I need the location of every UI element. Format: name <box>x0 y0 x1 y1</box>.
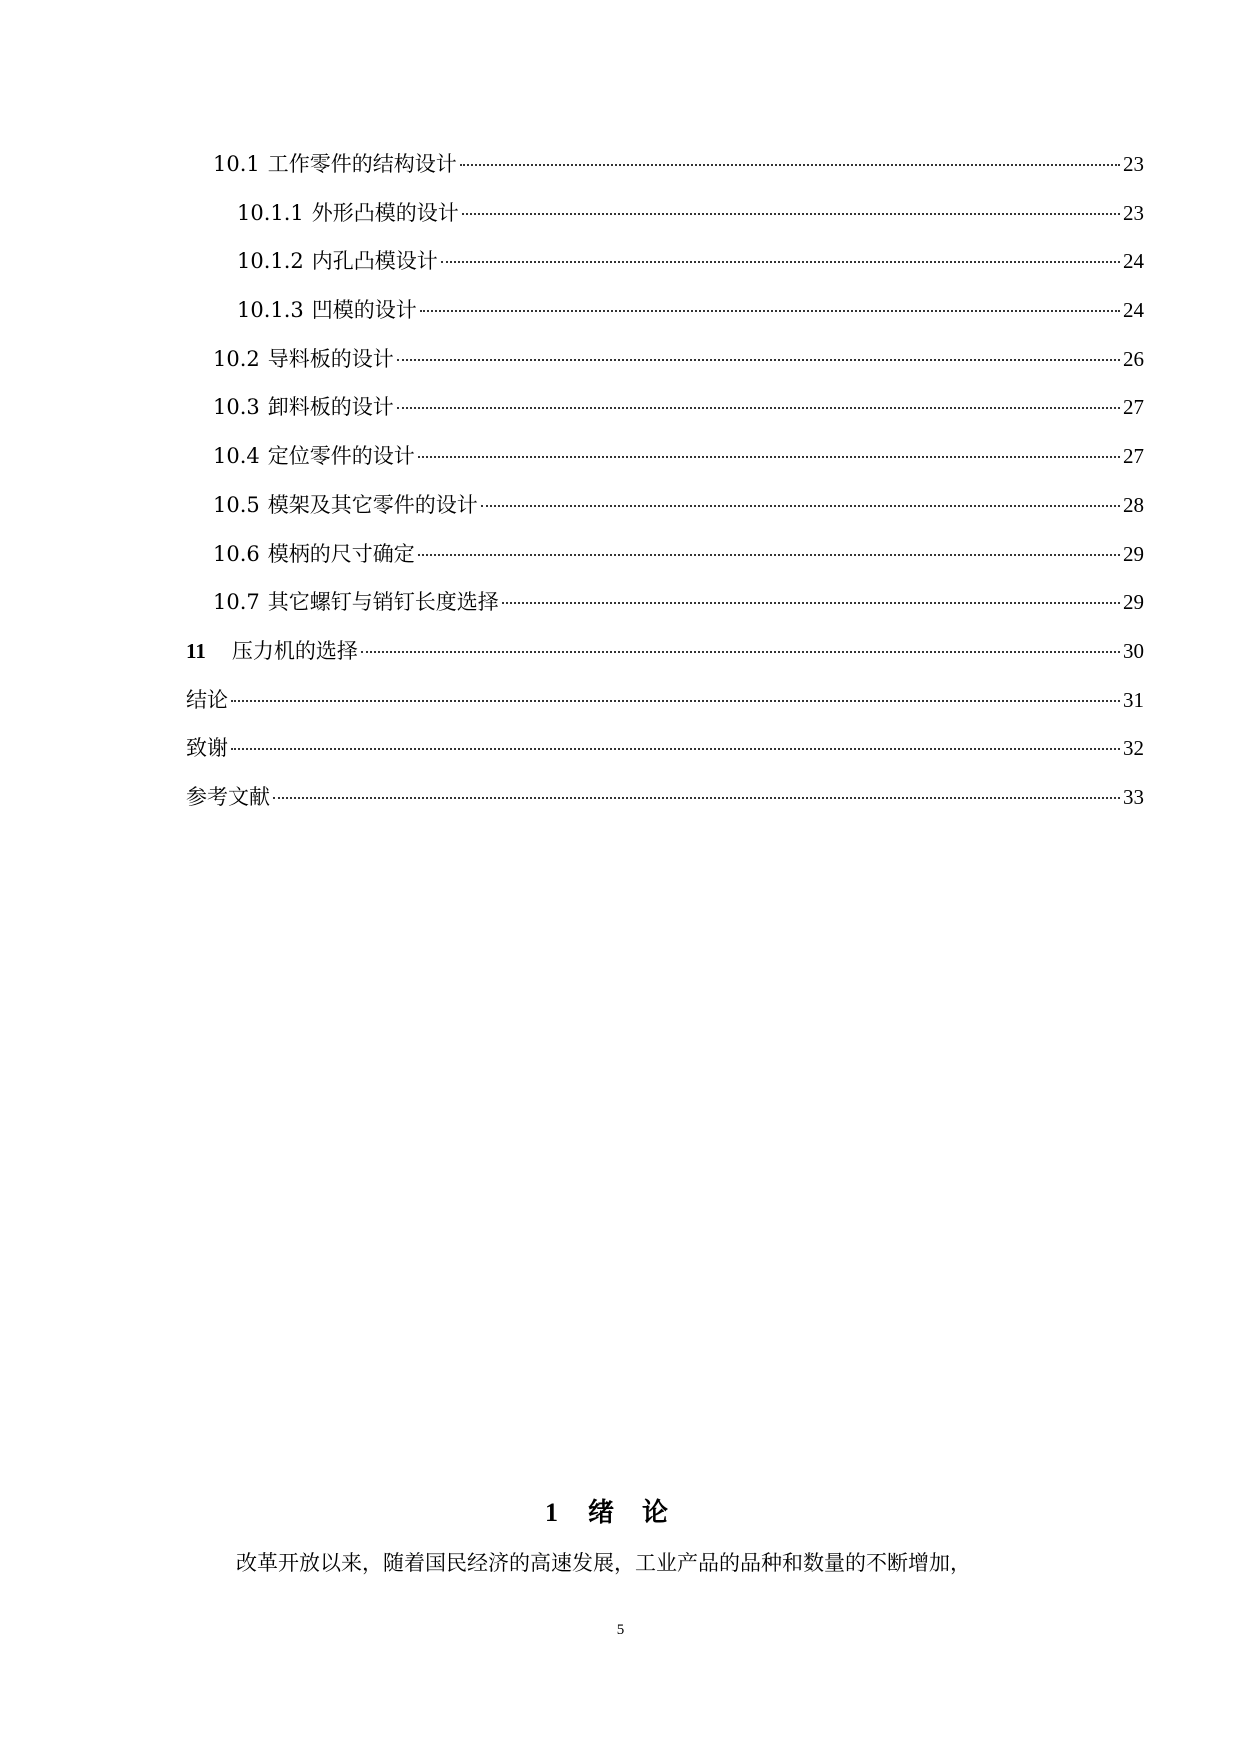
toc-entry-page: 24 <box>1123 298 1144 323</box>
toc-entry[interactable] <box>186 249 1144 298</box>
toc-entry-title: 工作零件的结构设计 <box>267 152 457 176</box>
toc-entry[interactable] <box>186 152 1144 201</box>
toc-entry-title: 外形凸模的设计 <box>311 200 459 225</box>
toc-entry[interactable] <box>186 395 1144 444</box>
toc-entry-title: 凹模的设计 <box>311 298 417 323</box>
dot-leader <box>481 505 1120 507</box>
toc-entry-number: 10.1 <box>213 152 260 176</box>
toc-entry[interactable] <box>186 590 1144 639</box>
toc-entry-number: 10.3 <box>213 395 260 420</box>
dot-leader <box>361 651 1120 653</box>
toc-entry-number: 10.6 <box>213 541 260 566</box>
dot-leader <box>397 407 1120 409</box>
toc-entry-page: 33 <box>1123 784 1144 809</box>
toc-entry[interactable] <box>186 298 1144 347</box>
toc-entry[interactable] <box>186 542 1144 591</box>
chapter-title: 绪论 <box>587 1498 696 1528</box>
toc-entry-title: 导料板的设计 <box>267 346 394 371</box>
toc-entry-title: 结论 <box>186 687 228 712</box>
toc-entry-number: 10.7 <box>213 590 260 615</box>
toc-entry-title: 卸料板的设计 <box>267 395 394 420</box>
toc-entry-number: 10.2 <box>213 346 260 371</box>
toc-entry-page: 26 <box>1123 346 1144 371</box>
toc-entry[interactable] <box>186 639 1144 688</box>
dot-leader <box>502 602 1120 604</box>
toc-entry-title: 内孔凸模设计 <box>311 249 438 274</box>
toc-entry[interactable] <box>186 493 1144 542</box>
dot-leader <box>462 213 1120 215</box>
toc-entry-title: 模架及其它零件的设计 <box>267 492 478 517</box>
toc-entry-title: 其它螺钉与销钉长度选择 <box>267 590 499 615</box>
chapter-number: 1 <box>544 1498 558 1527</box>
toc-entry-page: 29 <box>1123 590 1144 615</box>
toc-entry-title: 压力机的选择 <box>231 638 358 663</box>
dot-leader <box>420 310 1120 312</box>
toc-entry-page: 30 <box>1123 638 1144 663</box>
toc-entry[interactable] <box>186 736 1144 785</box>
dot-leader <box>273 797 1120 799</box>
toc-entry-page: 27 <box>1123 395 1144 420</box>
toc-entry-page: 24 <box>1123 249 1144 274</box>
toc-entry-number: 11 <box>186 638 206 663</box>
toc-entry-page: 23 <box>1123 200 1144 225</box>
toc-entry-page: 28 <box>1123 492 1144 517</box>
dot-leader <box>418 554 1120 556</box>
toc-entry-page: 23 <box>1123 152 1144 176</box>
dot-leader <box>231 748 1120 750</box>
toc-entry-page: 31 <box>1123 687 1144 712</box>
toc-entry[interactable] <box>186 201 1144 250</box>
page-number: 5 <box>616 1622 625 1638</box>
toc-entry-number: 10.1.2 <box>237 249 304 274</box>
dot-leader <box>397 359 1120 361</box>
toc-entry-number: 10.4 <box>213 444 260 469</box>
dot-leader <box>460 164 1120 166</box>
toc-entry[interactable] <box>186 444 1144 493</box>
toc-entry-title: 参考文献 <box>186 784 270 809</box>
toc-entry-page: 27 <box>1123 444 1144 469</box>
toc-entry-title: 致谢 <box>186 736 228 761</box>
toc-entry-number: 10.5 <box>213 492 260 517</box>
toc-entry-title: 定位零件的设计 <box>267 444 415 469</box>
body-paragraph: 改革开放以来，随着国民经济的高速发展，工业产品的品种和数量的不断增加， <box>236 1551 971 1575</box>
toc-entry-number: 10.1.3 <box>237 298 304 323</box>
toc-entry[interactable] <box>186 688 1144 737</box>
dot-leader <box>231 700 1120 702</box>
dot-leader <box>441 261 1120 263</box>
toc-entry[interactable] <box>186 785 1144 834</box>
toc-entry-title: 模柄的尺寸确定 <box>267 541 415 566</box>
table-of-contents <box>186 152 1144 834</box>
toc-entry[interactable] <box>186 347 1144 396</box>
chapter-heading <box>0 1492 1241 1529</box>
toc-entry-page: 32 <box>1123 736 1144 761</box>
toc-entry-number: 10.1.1 <box>237 200 304 225</box>
toc-entry-page: 29 <box>1123 541 1144 566</box>
dot-leader <box>418 456 1120 458</box>
